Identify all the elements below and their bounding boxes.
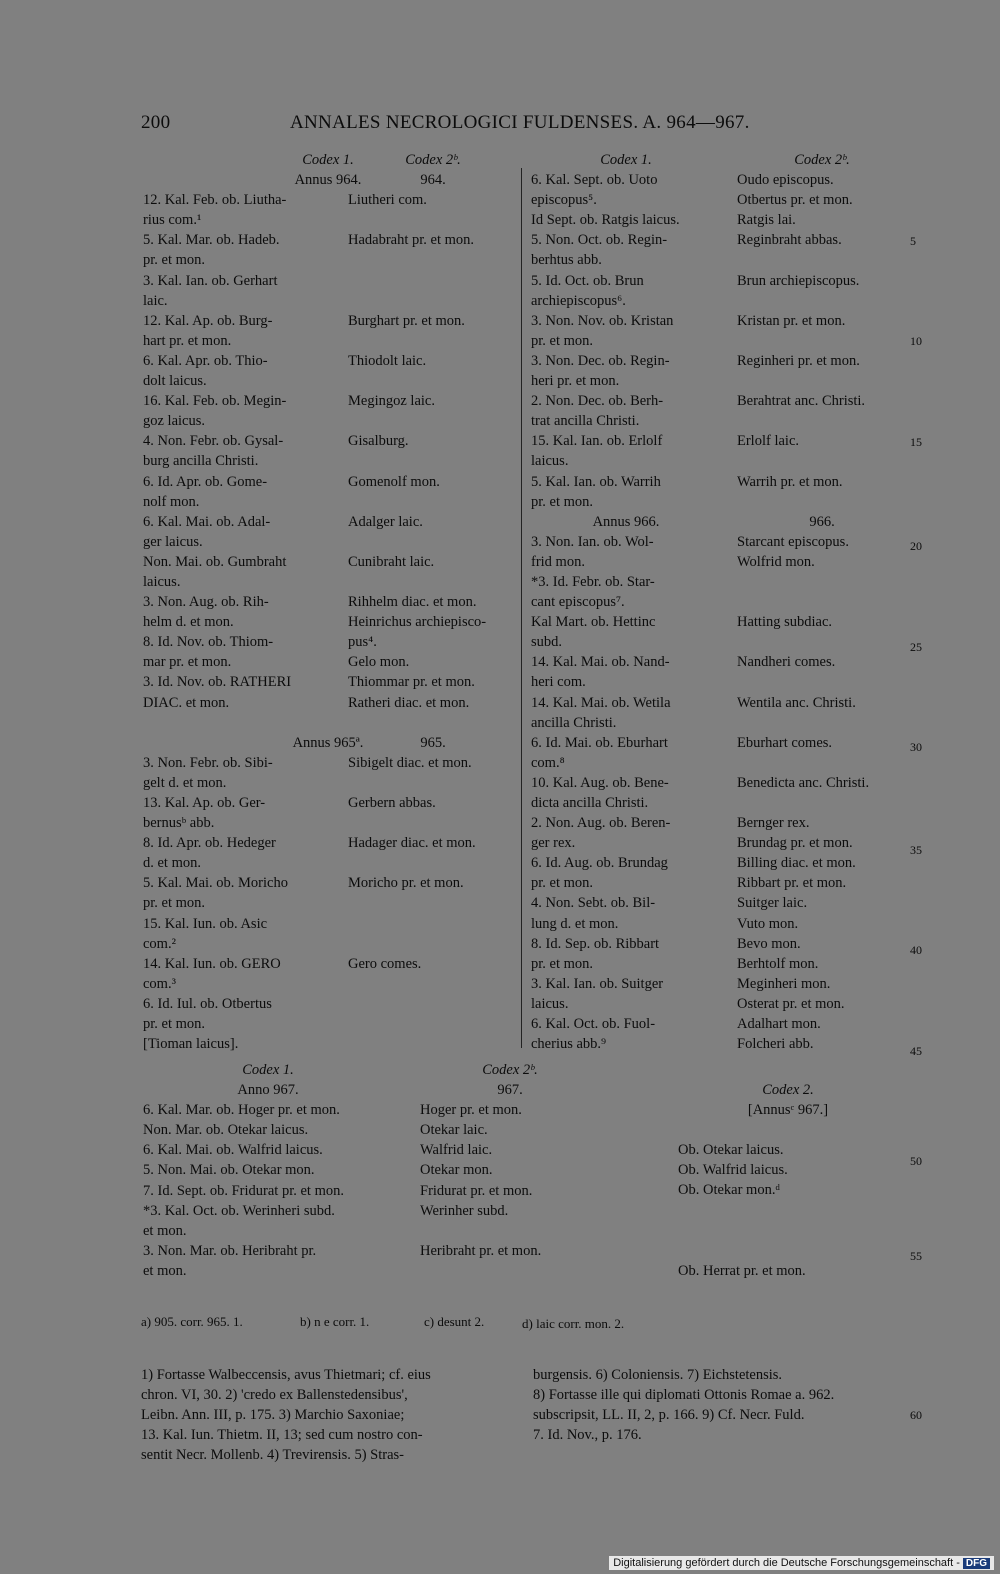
text-line: laicus. — [531, 453, 569, 470]
text-line: 964. — [420, 172, 446, 189]
text-line — [348, 331, 518, 351]
text-line: 6. Id. Mai. ob. Eburhart — [531, 734, 668, 751]
text-line: Brundag pr. et mon. — [737, 835, 853, 852]
line-number: 55 — [910, 1249, 922, 1263]
text-line: 15. Kal. Iun. ob. Asic — [143, 915, 268, 932]
text-line: 2. Non. Aug. ob. Beren- — [531, 815, 671, 832]
text-line: 5. Non. Mai. ob. Otekar mon. — [143, 1162, 315, 1179]
text-line: Sibigelt diac. et mon. — [348, 754, 472, 771]
text-line: Otekar mon. — [420, 1162, 493, 1179]
footnote-line: sentit Necr. Mollenb. 4) Trevirensis. 5) Stras- — [141, 1447, 404, 1463]
text-line: Gero comes. — [348, 955, 422, 972]
text-line — [348, 210, 518, 230]
text-line: 7. Id. Sept. ob. Fridurat pr. et mon. — [143, 1182, 344, 1199]
text-line: helm d. et mon. — [143, 614, 234, 631]
text-line: Otbertus pr. et mon. — [737, 192, 853, 209]
text-line: Bevo mon. — [737, 935, 801, 952]
text-line — [737, 331, 907, 351]
text-line: 6. Id. Iul. ob. Otbertus — [143, 995, 272, 1012]
text-line: Codex 2ᵇ. — [794, 152, 850, 168]
text-line: Kal Mart. ob. Hettinc — [531, 614, 656, 631]
text-line: Werinher subd. — [420, 1202, 509, 1219]
text-line — [348, 713, 518, 733]
text-line: Berahtrat anc. Christi. — [737, 393, 866, 410]
text-line: 966. — [809, 513, 835, 530]
text-line: Benedicta anc. Christi. — [737, 774, 870, 791]
text-line: Warrih pr. et mon. — [737, 473, 843, 490]
text-line: Bernger rex. — [737, 815, 810, 832]
text-line: 967. — [497, 1082, 523, 1099]
text-line — [737, 492, 907, 512]
text-line: 6. Kal. Sept. ob. Uoto — [531, 172, 658, 189]
text-line: Otekar laic. — [420, 1122, 488, 1139]
text-line: 12. Kal. Feb. ob. Liutha- — [143, 192, 287, 209]
block2-codex2b — [420, 1060, 600, 1261]
text-line: pr. et mon. — [143, 1016, 206, 1033]
text-line: 3. Non. Nov. ob. Kristan — [531, 312, 674, 329]
text-line: com.² — [143, 935, 176, 952]
text-line — [678, 1120, 898, 1140]
text-line: 16. Kal. Feb. ob. Megin- — [143, 393, 287, 410]
text-line: dolt laicus. — [143, 373, 207, 390]
text-line: Hoger pr. et mon. — [420, 1102, 522, 1119]
text-line: laic. — [143, 292, 168, 309]
text-line: rius com.¹ — [143, 212, 202, 229]
text-line — [737, 411, 907, 431]
text-line: Adalger laic. — [348, 513, 423, 530]
text-line — [737, 632, 907, 652]
text-line — [678, 1201, 898, 1221]
text-line — [348, 371, 518, 391]
block1-codex2b-left — [348, 150, 518, 974]
footnote-line: chron. VI, 30. 2) 'credo ex Ballenstedensibus', — [141, 1387, 408, 1403]
text-line: cant episcopus⁷. — [531, 594, 625, 611]
text-line: pr. et mon. — [531, 875, 594, 892]
text-line: 12. Kal. Ap. ob. Burg- — [143, 312, 273, 329]
text-line: 13. Kal. Ap. ob. Ger- — [143, 795, 266, 811]
text-line: 6. Id. Aug. ob. Brundag — [531, 855, 668, 872]
text-line: 3. Kal. Ian. ob. Gerhart — [143, 272, 278, 289]
dfg-credit-text: Digitalisierung gefördert durch die Deutsche Forschungsgemeinschaft - — [613, 1557, 960, 1569]
line-number: 40 — [910, 943, 922, 957]
text-line: Adalhart mon. — [737, 1016, 821, 1033]
text-line: 5. Kal. Ian. ob. Warrih — [531, 473, 661, 490]
line-number: 45 — [910, 1044, 922, 1058]
text-line: bernusᵇ abb. — [143, 815, 215, 832]
line-number: 35 — [910, 843, 922, 857]
line-number: 60 — [910, 1408, 922, 1422]
text-line: Hadabraht pr. et mon. — [348, 232, 475, 249]
text-line: 3. Non. Mar. ob. Heribraht pr. — [143, 1242, 317, 1259]
text-line — [348, 893, 518, 913]
text-line — [348, 492, 518, 512]
footnote-line: subscripsit, LL. II, 2, p. 166. 9) Cf. Necr. Fuld. — [533, 1407, 805, 1423]
text-line: Walfrid laic. — [420, 1142, 493, 1159]
text-line: 6. Kal. Mar. ob. Hoger pr. et mon. — [143, 1102, 340, 1119]
text-line: Gelo mon. — [348, 654, 410, 671]
text-line: Ratgis lai. — [737, 212, 796, 229]
text-line: Folcheri abb. — [737, 1036, 814, 1053]
text-line: Reginbraht abbas. — [737, 232, 842, 249]
text-line: *3. Id. Febr. ob. Star- — [531, 573, 655, 590]
text-line: Meginheri mon. — [737, 975, 831, 992]
text-line — [348, 451, 518, 471]
text-line — [737, 793, 907, 813]
text-line: Burghart pr. et mon. — [348, 312, 465, 329]
text-line — [348, 853, 518, 873]
line-number: 30 — [910, 740, 922, 754]
text-line: subd. — [531, 634, 563, 651]
text-line: Ob. Herrat pr. et mon. — [678, 1262, 806, 1279]
text-line: 3. Kal. Ian. ob. Suitger — [531, 975, 664, 992]
text-line: Non. Mar. ob. Otekar laicus. — [143, 1122, 309, 1139]
text-line: 6. Kal. Oct. ob. Fuol- — [531, 1016, 656, 1033]
text-line — [737, 250, 907, 270]
text-line: 6. Kal. Mai. ob. Walfrid laicus. — [143, 1142, 323, 1159]
line-number: 25 — [910, 640, 922, 654]
text-line: Vuto mon. — [737, 915, 799, 932]
critical-note-c: c) desunt 2. — [424, 1314, 485, 1329]
text-line — [348, 914, 518, 934]
text-line: Oudo episcopus. — [737, 172, 834, 189]
footnote-line: 13. Kal. Iun. Thietm. II, 13; sed cum nostro con- — [141, 1427, 423, 1443]
text-line: 3. Non. Febr. ob. Sibi- — [143, 754, 273, 771]
text-line: Codex 2ᵇ. — [482, 1062, 538, 1078]
text-line: laicus. — [143, 573, 181, 590]
critical-note-a: a) 905. corr. 965. 1. — [141, 1314, 243, 1329]
text-line: trat ancilla Christi. — [531, 413, 640, 430]
column-divider — [521, 168, 522, 1048]
critical-note-b: b) n e corr. 1. — [300, 1314, 370, 1329]
text-line: Hadager diac. et mon. — [348, 835, 476, 852]
text-line: laicus. — [531, 995, 569, 1012]
dfg-logo-icon: DFG — [963, 1558, 990, 1569]
text-line: ancilla Christi. — [531, 714, 617, 731]
text-line: mar pr. et mon. — [143, 654, 232, 671]
text-line: heri pr. et mon. — [531, 373, 620, 390]
text-line: et mon. — [143, 1222, 187, 1239]
text-line: Ob. Otekar laicus. — [678, 1142, 784, 1159]
line-number: 5 — [910, 234, 916, 248]
footnote-line: Leibn. Ann. III, p. 175. 3) Marchio Saxoniae; — [141, 1407, 405, 1423]
text-line: Wolfrid mon. — [737, 553, 815, 570]
text-line: dicta ancilla Christi. — [531, 795, 649, 811]
text-line — [348, 250, 518, 270]
text-line: Heinrichus archiepisco- — [348, 614, 487, 631]
footnote-line: burgensis. 6) Coloniensis. 7) Eichstetensis. — [533, 1367, 783, 1383]
block2-codex1 — [143, 1060, 393, 1281]
text-line: 14. Kal. Iun. ob. GERO — [143, 955, 281, 972]
text-line — [348, 411, 518, 431]
text-line: Gisalburg. — [348, 433, 409, 450]
text-line: Osterat pr. et mon. — [737, 995, 845, 1012]
text-line — [678, 1241, 898, 1261]
text-line: d. et mon. — [143, 855, 201, 872]
text-line — [348, 773, 518, 793]
line-number: 15 — [910, 435, 922, 449]
text-line: 3. Non. Aug. ob. Rih- — [143, 594, 269, 611]
text-line: 8. Id. Sep. ob. Ribbart — [531, 935, 660, 952]
text-line: 965. — [420, 734, 446, 751]
text-line — [737, 753, 907, 773]
text-line: 6. Id. Apr. ob. Gome- — [143, 473, 268, 490]
text-line: [Tioman laicus]. — [143, 1036, 239, 1053]
text-line — [737, 371, 907, 391]
text-line: Non. Mai. ob. Gumbraht — [143, 553, 287, 570]
text-line: Ob. Walfrid laicus. — [678, 1162, 788, 1179]
text-line: Anno 967. — [237, 1082, 299, 1099]
text-line: pus⁴. — [348, 634, 377, 651]
text-line — [348, 291, 518, 311]
text-line: Wentila anc. Christi. — [737, 694, 856, 711]
text-line: pr. et mon. — [143, 895, 206, 912]
text-line — [737, 572, 907, 592]
text-line: 15. Kal. Ian. ob. Erlolf — [531, 433, 663, 450]
text-line: pr. et mon. — [143, 252, 206, 269]
text-line: gelt d. et mon. — [143, 774, 227, 791]
text-line: 3. Non. Ian. ob. Wol- — [531, 533, 654, 550]
text-line: 6. Kal. Mai. ob. Adal- — [143, 513, 271, 530]
text-line — [737, 451, 907, 471]
text-line: 5. Id. Oct. ob. Brun — [531, 272, 644, 289]
text-line: archiepiscopus⁶. — [531, 292, 626, 309]
text-line: Billing diac. et mon. — [737, 855, 856, 872]
text-line: Ob. Otekar mon.ᵈ — [678, 1182, 780, 1199]
page-number: 200 — [141, 112, 171, 133]
text-line: Berhtolf mon. — [737, 955, 819, 972]
text-line: Reginheri pr. et mon. — [737, 352, 860, 369]
text-line: Codex 1. — [302, 152, 354, 168]
text-line: 14. Kal. Mai. ob. Wetila — [531, 694, 671, 711]
text-line: pr. et mon. — [531, 332, 594, 349]
text-line: 5. Non. Oct. ob. Regin- — [531, 232, 668, 249]
text-line: 3. Id. Nov. ob. RATHERI — [143, 674, 292, 691]
text-line: Codex 1. — [242, 1062, 294, 1078]
text-line: hart pr. et mon. — [143, 332, 232, 349]
text-line: [Annusᶜ 967.] — [747, 1102, 829, 1119]
text-line: frid mon. — [531, 553, 585, 570]
text-line: 2. Non. Dec. ob. Berh- — [531, 393, 664, 410]
text-line: episcopus⁵. — [531, 192, 597, 209]
text-line: Gerbern abbas. — [348, 795, 436, 811]
text-line: Suitger laic. — [737, 895, 808, 912]
text-line: 4. Non. Sebt. ob. Bil- — [531, 895, 656, 912]
text-line: Eburhart comes. — [737, 734, 833, 751]
text-line: 3. Non. Dec. ob. Regin- — [531, 352, 670, 369]
footnote-line: 8) Fortasse ille qui diplomati Ottonis Romae a. 962. — [533, 1387, 835, 1403]
text-line: DIAC. et mon. — [143, 694, 230, 711]
text-line: Brun archiepiscopus. — [737, 272, 860, 289]
text-line — [348, 813, 518, 833]
text-line — [348, 934, 518, 954]
text-line — [348, 532, 518, 552]
text-line: pr. et mon. — [531, 955, 594, 972]
text-line: Thiodolt laic. — [348, 352, 427, 369]
text-line: 5. Kal. Mai. ob. Moricho — [143, 875, 288, 892]
text-line: 8. Id. Apr. ob. Hedeger — [143, 835, 276, 852]
text-line: ger laicus. — [143, 533, 203, 550]
text-line: berhtus abb. — [531, 252, 602, 269]
text-line: Annus 966. — [592, 513, 660, 530]
text-line: Ribbart pr. et mon. — [737, 875, 847, 892]
text-line: Rihhelm diac. et mon. — [348, 594, 477, 611]
running-title: ANNALES NECROLOGICI FULDENSES. A. 964—967. — [290, 112, 750, 133]
text-line: Codex 1. — [600, 152, 652, 168]
text-line: lung d. et mon. — [531, 915, 619, 932]
block2-codex2 — [678, 1080, 898, 1281]
text-line: ger rex. — [531, 835, 576, 852]
block1-codex2b-right — [737, 150, 907, 1054]
text-line: goz laicus. — [143, 413, 206, 430]
text-line: Ratheri diac. et mon. — [348, 694, 470, 711]
text-line: Annus 965ª. — [292, 734, 364, 751]
text-line: Thiommar pr. et mon. — [348, 674, 475, 691]
text-line — [737, 592, 907, 612]
block1-codex1-right — [531, 150, 721, 1054]
text-line: Gomenolf mon. — [348, 473, 440, 490]
text-line: burg ancilla Christi. — [143, 453, 259, 470]
text-line: 8. Id. Nov. ob. Thiom- — [143, 634, 274, 651]
critical-note-d: d) laic corr. mon. 2. — [522, 1316, 625, 1331]
dfg-credit — [609, 1556, 994, 1570]
text-line: Liutheri com. — [348, 192, 427, 209]
footnote-line: 1) Fortasse Walbeccensis, avus Thietmari; cf. eius — [141, 1367, 431, 1383]
text-line — [420, 1221, 600, 1241]
text-line: Moricho pr. et mon. — [348, 875, 464, 892]
text-line: 14. Kal. Mai. ob. Nand- — [531, 654, 670, 671]
text-line: com.⁸ — [531, 754, 565, 771]
text-line: nolf mon. — [143, 493, 200, 510]
text-line: 6. Kal. Apr. ob. Thio- — [143, 352, 268, 369]
text-line — [348, 572, 518, 592]
text-line: Heribraht pr. et mon. — [420, 1242, 542, 1259]
text-line: Fridurat pr. et mon. — [420, 1182, 533, 1199]
text-line: Id Sept. ob. Ratgis laicus. — [531, 212, 680, 229]
line-number: 10 — [910, 334, 922, 348]
text-line — [678, 1221, 898, 1241]
text-line: Hatting subdiac. — [737, 614, 833, 631]
text-line: Codex 2. — [762, 1082, 814, 1098]
text-line: Megingoz laic. — [348, 393, 435, 410]
text-line: Cunibraht laic. — [348, 553, 435, 570]
footnote-line: 7. Id. Nov., p. 176. — [533, 1427, 642, 1443]
text-line: 10. Kal. Aug. ob. Bene- — [531, 774, 669, 791]
text-line — [737, 291, 907, 311]
text-line: Starcant episcopus. — [737, 533, 849, 550]
text-line: *3. Kal. Oct. ob. Werinheri subd. — [143, 1202, 335, 1219]
text-line: Kristan pr. et mon. — [737, 312, 846, 329]
text-line: Annus 964. — [294, 172, 362, 189]
line-number: 20 — [910, 539, 922, 553]
text-line: Erlolf laic. — [737, 433, 800, 450]
text-line — [348, 271, 518, 291]
text-line: 4. Non. Febr. ob. Gysal- — [143, 433, 284, 450]
text-line: cherius abb.⁹ — [531, 1036, 607, 1053]
text-line: Codex 2ᵇ. — [405, 152, 461, 168]
text-line: Nandheri comes. — [737, 654, 836, 671]
line-number: 50 — [910, 1154, 922, 1168]
text-line: com.³ — [143, 975, 176, 992]
text-line: heri com. — [531, 674, 586, 691]
text-line — [737, 672, 907, 692]
text-line: et mon. — [143, 1262, 187, 1279]
text-line: 5. Kal. Mar. ob. Hadeb. — [143, 232, 280, 249]
text-line: pr. et mon. — [531, 493, 594, 510]
text-line — [737, 713, 907, 733]
